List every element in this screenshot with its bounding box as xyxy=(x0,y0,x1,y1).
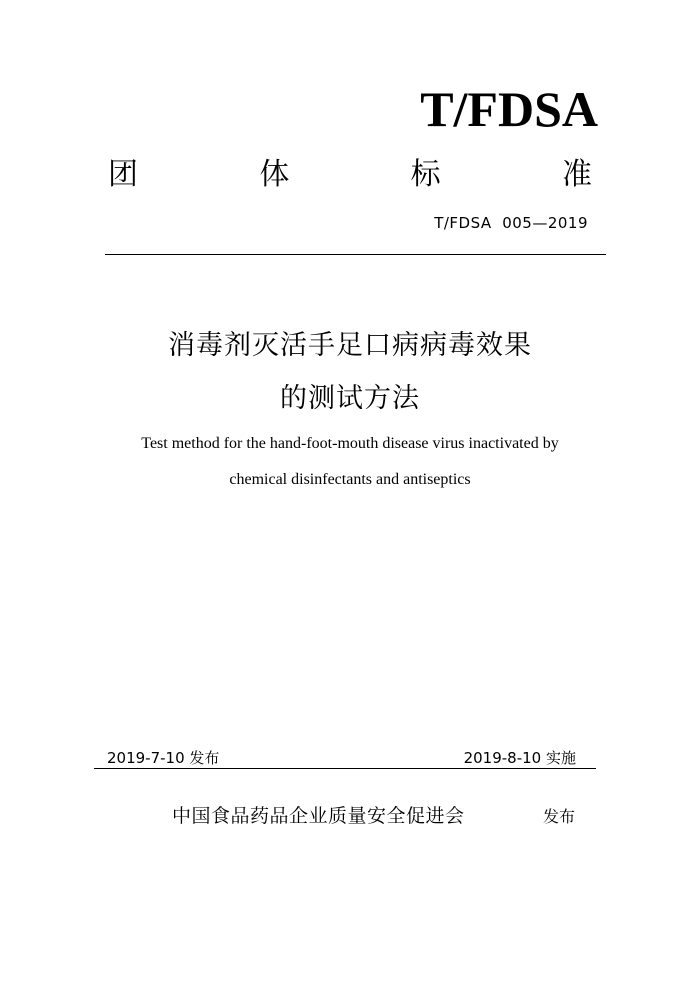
publish-label: 发布 xyxy=(543,807,576,826)
standard-type xyxy=(108,157,592,192)
title-chinese-line-1: 消毒剂灭活手足口病病毒效果 xyxy=(168,330,532,361)
publisher-name: 中国食品药品企业质量安全促进会 xyxy=(172,805,465,827)
title-english-line-1: Test method for the hand-foot-mouth disease virus inactivated by xyxy=(141,435,559,452)
title-english-line-2: chemical disinfectants and antiseptics xyxy=(229,471,471,488)
standard-type-char: 标 xyxy=(410,157,441,192)
issue-date: 2019-7-10 发布 xyxy=(107,749,220,767)
top-divider xyxy=(105,254,606,255)
title-chinese-line-2: 的测试方法 xyxy=(280,383,420,414)
standard-type-char: 准 xyxy=(561,157,592,192)
standard-number: T/FDSA 005—2019 xyxy=(434,214,588,232)
bottom-divider xyxy=(94,768,596,769)
standard-type-char: 体 xyxy=(259,157,290,192)
standard-type-char: 团 xyxy=(108,157,138,192)
standard-code-heading: T/FDSA xyxy=(420,81,598,137)
implementation-date: 2019-8-10 实施 xyxy=(463,749,576,767)
